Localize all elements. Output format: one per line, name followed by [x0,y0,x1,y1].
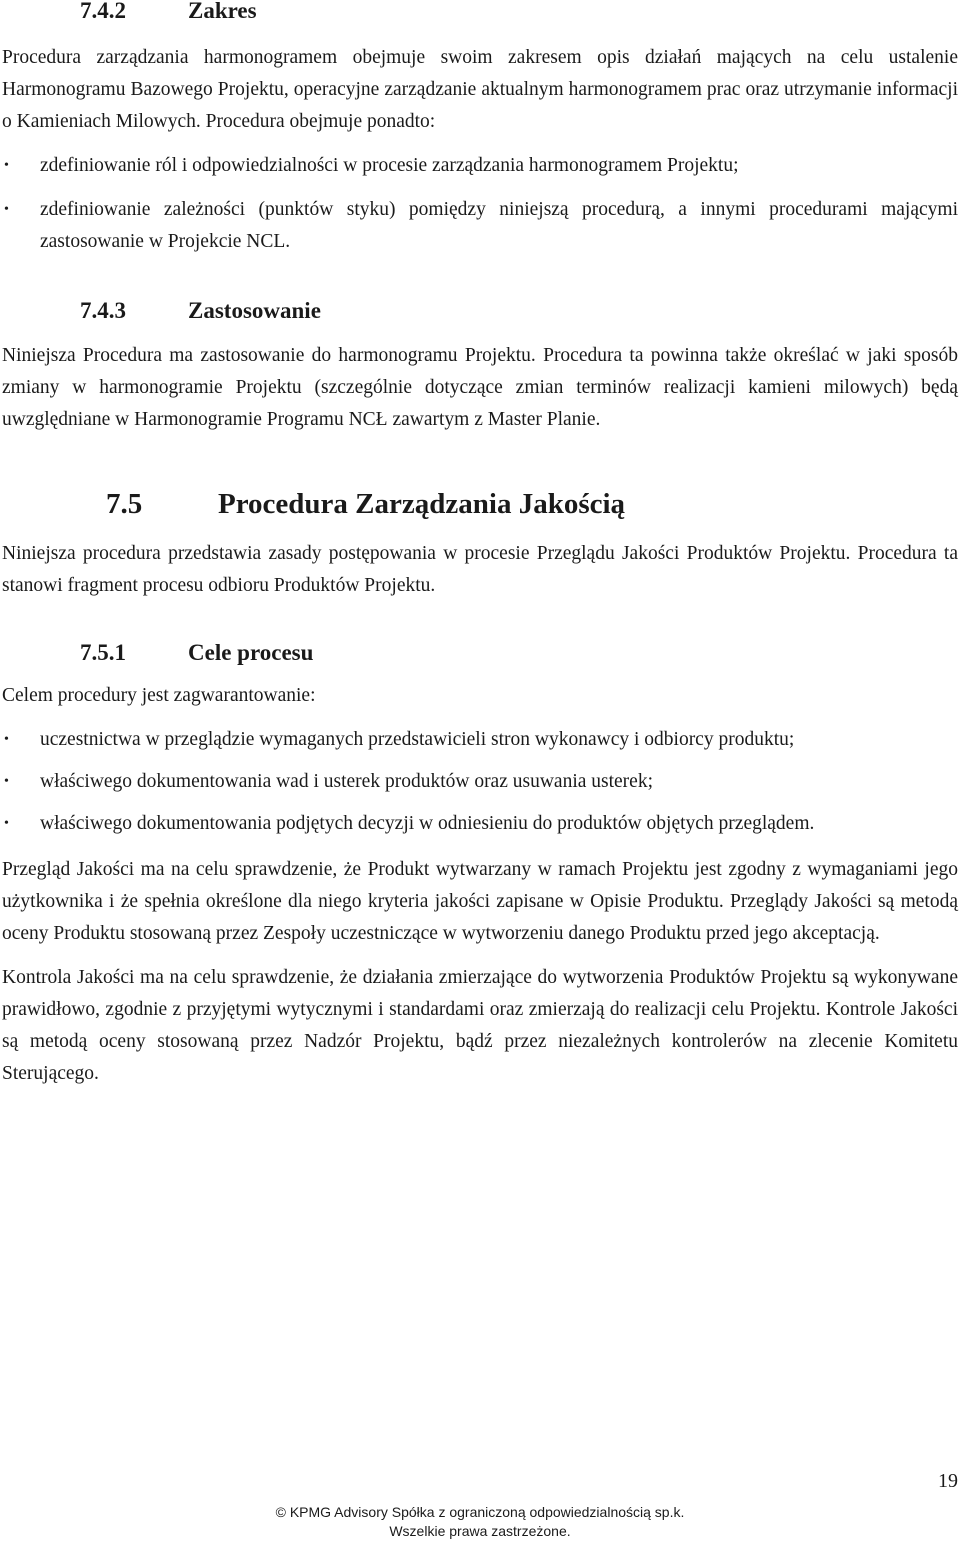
list-item [2,150,958,182]
bullet-icon: • [4,158,9,173]
paragraph-quality-control: Kontrola Jakości ma na celu sprawdzenie, że działania zmierzające do wytworzenia Produktów Projektu są wykonywane prawidłowo, zgodnie z przyjętymi wytycznymi i standardami oraz zmierzają do realizacji celu Projektu. Kontrole Jakości są metodą oceny stosowaną przez Nadzór Projektu, bądź przez niezależnych kontrolerów na zlecenie Komitetu Sterującego. [2,967,958,1084]
heading-number: 7.4.2 [80,0,126,23]
heading-7-4-3 [2,298,958,324]
bullet-icon: • [4,202,9,217]
list-item [2,724,958,756]
list-item-text: zdefiniowanie zależności (punktów styku) pomiędzy niniejszą procedurą, a innymi procedurami mającymi zastosowanie w Projekcie NCL. [40,199,958,252]
list-item-text: zdefiniowanie ról i odpowiedzialności w procesie zarządzania harmonogramem Projektu; [40,155,739,176]
paragraph-quality-review: Przegląd Jakości ma na celu sprawdzenie, że Produkt wytwarzany w ramach Projektu jest zgodny z wymaganiami jego użytkownika i że spełnia określone dla niego kryteria jakości zapisane w Opisie Produktu. Przeglądy Jakości są metodą oceny Produktu stosowaną przez Zespoły uczestniczące w wytworzeniu danego Produktu przed jego akceptacją. [2,859,958,944]
paragraph-application: Niniejsza Procedura ma zastosowanie do harmonogramu Projektu. Procedura ta powinna także określać w jaki sposób zmiany w harmonogramie Projektu (szczególnie dotyczące zmian terminów realizacji kamieni milowych) będą uwzględniane w Harmonogramie Programu NCŁ zawartym z Master Planie. [2,345,958,430]
heading-title: Zakres [188,0,257,23]
footer-rights: Wszelkie prawa zastrzeżone. [389,1523,571,1539]
list-item [2,766,958,798]
heading-number: 7.4.3 [80,298,126,323]
list-item-text: właściwego dokumentowania wad i usterek produktów oraz usuwania usterek; [40,771,653,792]
heading-7-5-1 [2,640,958,666]
heading-7-5 [2,488,958,520]
footer-copyright: © KPMG Advisory Spółka z ograniczoną odpowiedzialnością sp.k. [275,1504,685,1520]
bullet-list-goals [2,724,958,840]
heading-7-4-2 [2,0,958,24]
bullet-icon: • [4,774,9,789]
heading-title: Cele procesu [188,640,314,665]
list-item-text: uczestnictwa w przeglądzie wymaganych przedstawicieli stron wykonawcy i odbiorcy produktu; [40,729,795,750]
list-item [2,808,958,840]
heading-title: Procedura Zarządzania Jakością [218,488,626,520]
heading-number: 7.5.1 [80,640,126,665]
page-content [2,0,958,1090]
bullet-list-scope [2,150,958,258]
list-item-text: właściwego dokumentowania podjętych decyzji w odniesieniu do produktów objętych przeglądem. [40,813,815,834]
heading-number: 7.5 [106,488,143,520]
bullet-icon: • [4,732,9,747]
paragraph-scope: Procedura zarządzania harmonogramem obejmuje swoim zakresem opis działań mających na celu ustalenie Harmonogramu Bazowego Projektu, operacyjne zarządzanie aktualnym harmonogramem prac oraz utrzymanie informacji o Kamieniach Milowych. Procedura obejmuje ponadto: [2,47,958,132]
page-number: 19 [938,1470,958,1492]
paragraph-goals-intro: Celem procedury jest zagwarantowanie: [2,685,316,706]
list-item [2,194,958,258]
bullet-icon: • [4,816,9,831]
paragraph-quality-intro: Niniejsza procedura przedstawia zasady postępowania w procesie Przeglądu Jakości Produktów Projektu. Procedura ta stanowi fragment procesu odbioru Produktów Projektu. [2,543,958,596]
heading-title: Zastosowanie [188,298,321,323]
